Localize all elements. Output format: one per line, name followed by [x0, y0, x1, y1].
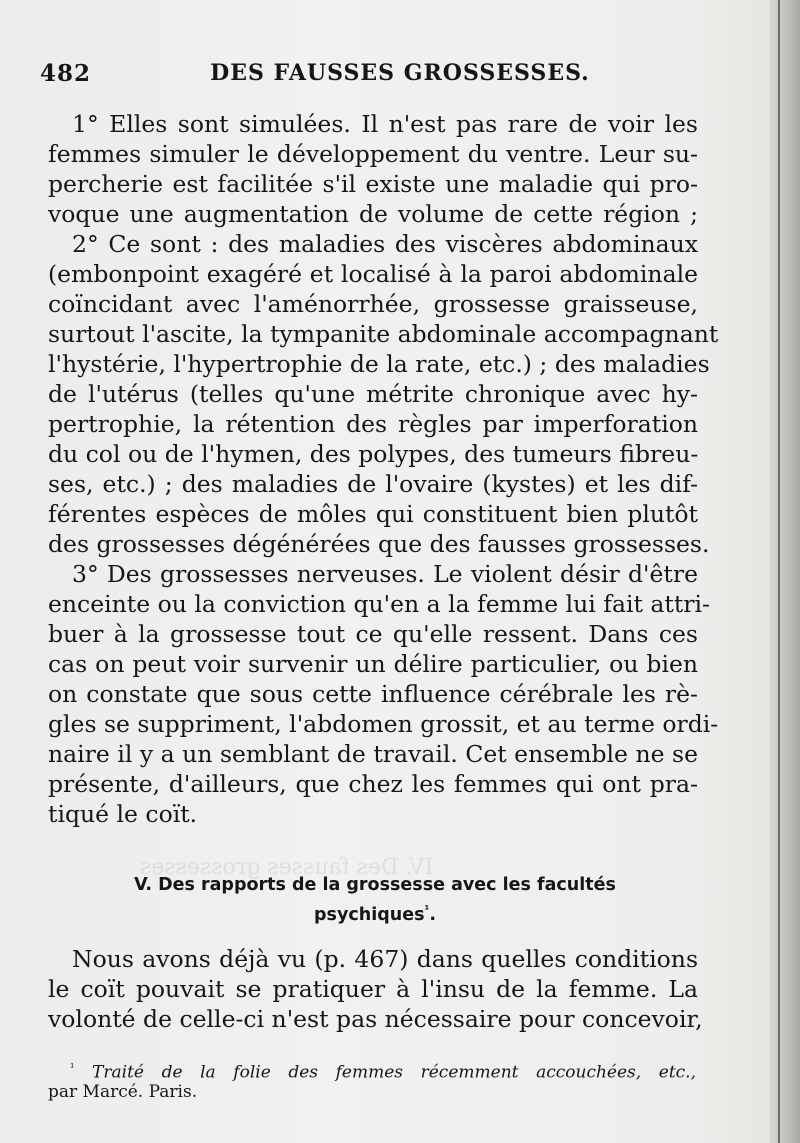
text-line: gles se suppriment, l'abdomen grossit, et au terme ordi-	[48, 710, 719, 738]
page-number: 482	[40, 60, 92, 87]
section-heading-period: .	[429, 904, 436, 925]
page-header	[40, 60, 740, 96]
text-line: cas on peut voir survenir un délire particulier, ou bien	[48, 650, 698, 678]
text-line: voque une augmentation de volume de cette région ;	[48, 200, 698, 228]
text-line: percherie est facilitée s'il existe une maladie qui pro-	[48, 170, 698, 198]
text-line: des grossesses dégénérées que des fausses grossesses.	[48, 530, 710, 558]
running-title: DES FAUSSES GROSSESSES.	[210, 60, 590, 86]
text-line: le coït pouvait se pratiquer à l'insu de la femme. La	[48, 975, 698, 1003]
text-line: pertrophie, la rétention des règles par imperforation	[48, 410, 698, 438]
text-line: enceinte ou la conviction qu'en a la femme lui fait attri-	[48, 590, 710, 618]
text-line: volonté de celle-ci n'est pas nécessaire pour concevoir,	[48, 1005, 703, 1033]
text-line: naire il y a un semblant de travail. Cet ensemble ne se	[48, 740, 698, 768]
section-heading-word: psychiques	[314, 904, 425, 925]
book-spine	[770, 0, 800, 1143]
text-line: surtout l'ascite, la tympanite abdominale accompagnant	[48, 320, 719, 348]
text-line: 1° Elles sont simulées. Il n'est pas rare de voir les	[72, 110, 698, 138]
bleed-through-text: IV. Des fausses grossesses	[140, 855, 434, 880]
footnote-marker: ¹	[70, 1061, 75, 1074]
text-line: présente, d'ailleurs, que chez les femmes qui ont pra-	[48, 770, 698, 798]
text-line: femmes simuler le développement du ventre. Leur su-	[48, 140, 698, 168]
text-line: 3° Des grossesses nerveuses. Le violent désir d'être	[72, 560, 698, 588]
text-line: coïncidant avec l'aménorrhée, grossesse graisseuse,	[48, 290, 698, 318]
text-line: (embonpoint exagéré et localisé à la paroi abdominale	[48, 260, 698, 288]
text-line: l'hystérie, l'hypertrophie de la rate, etc.) ; des maladies	[48, 350, 710, 378]
text-line: on constate que sous cette influence cérébrale les rè-	[48, 680, 698, 708]
text-line: 2° Ce sont : des maladies des viscères abdominaux	[72, 230, 698, 258]
text-line: tiqué le coït.	[48, 800, 198, 828]
footnote-author: par Marcé. Paris.	[48, 1082, 198, 1102]
text-line: buer à la grossesse tout ce qu'elle ressent. Dans ces	[48, 620, 698, 648]
text-line: du col ou de l'hymen, des polypes, des tumeurs fibreu-	[48, 440, 699, 468]
footnote-reference: ¹	[424, 903, 430, 916]
text-line: de l'utérus (telles qu'une métrite chronique avec hy-	[48, 380, 698, 408]
text-line: ses, etc.) ; des maladies de l'ovaire (kystes) et les dif-	[48, 470, 698, 498]
text-line: Nous avons déjà vu (p. 467) dans quelles conditions	[72, 945, 698, 973]
text-line: férentes espèces de môles qui constituent bien plutôt	[48, 500, 698, 528]
section-heading: V. Des rapports de la grossesse avec les facultés	[134, 875, 616, 895]
section-heading-continued	[60, 898, 690, 927]
footnote-title: Traité de la folie des femmes récemment accouchées, etc.,	[92, 1062, 696, 1083]
